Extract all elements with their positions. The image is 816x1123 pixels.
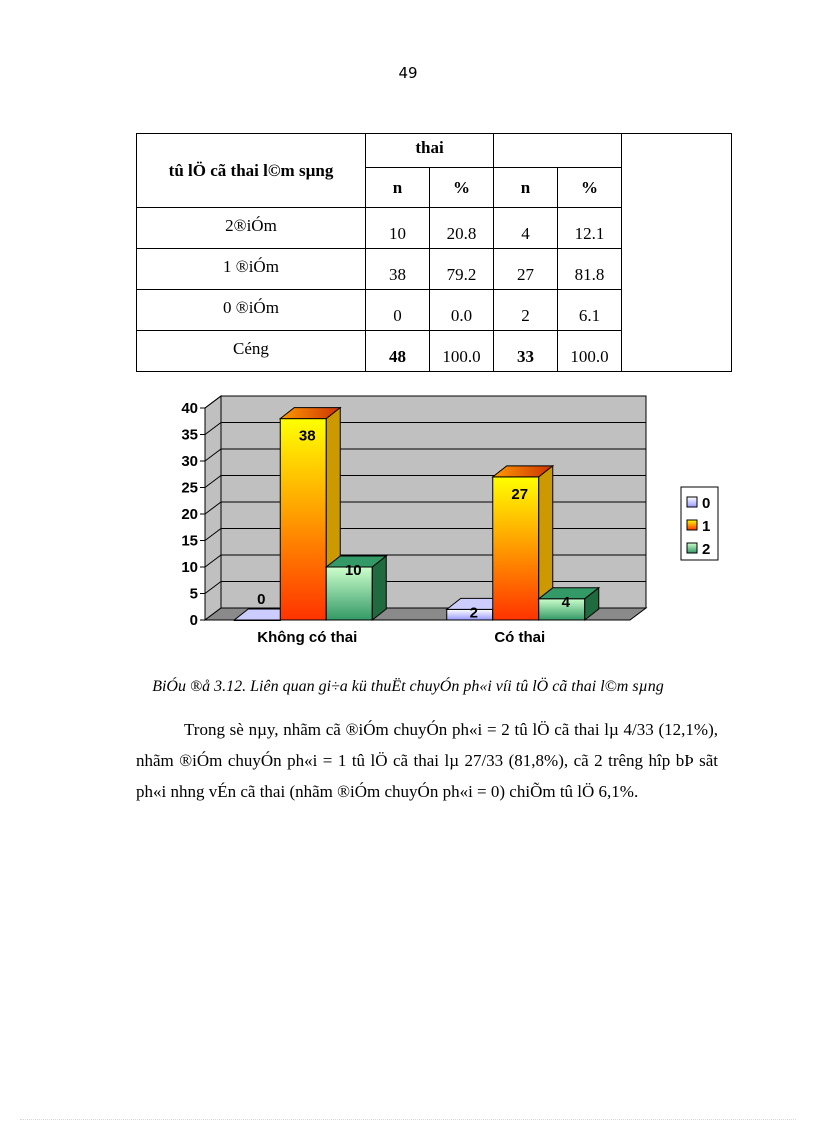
bar-front: [280, 419, 326, 620]
x-tick-label: Có thai: [494, 629, 546, 646]
y-tick-label: 10: [181, 559, 198, 576]
footer-rule: [20, 1119, 796, 1120]
sub-header-pct-1: %: [430, 168, 494, 208]
legend-label: 0: [702, 495, 711, 512]
table-cell: 12.1: [558, 208, 622, 249]
table-cell: 48: [366, 331, 430, 372]
y-tick-label: 30: [181, 453, 198, 470]
table-cell: 100.0: [430, 331, 494, 372]
table-cell: 0: [366, 290, 430, 331]
table-cell: 20.8: [430, 208, 494, 249]
sub-header-n-2: n: [494, 168, 558, 208]
table-cell: 38: [366, 249, 430, 290]
y-tick-label: 15: [181, 532, 198, 550]
x-tick-label: Không có thai: [257, 629, 358, 646]
y-tick-label: 5: [189, 585, 198, 603]
data-label: 38: [298, 427, 316, 445]
data-label: 10: [344, 562, 362, 579]
table-cell: 27: [494, 249, 558, 290]
data-label: 2: [469, 604, 478, 622]
y-tick-label: 40: [181, 400, 198, 417]
body-paragraph: Trong sè nµy, nhãm cã ®iÓm chuyÓn ph«i = 2 tû lÖ cã thai lµ 4/33 (12,1%), nhãm ®iÓm chuyÓn ph«i = 1 tû lÖ cã thai lµ 27/33 (81,8%), cã 2 trêng hîp bÞ sãt ph«i nhng vÉn cã thai (nhãm ®iÓm chuyÓn ph«i = 0) chiÕm tû lÖ 6,1%.: [136, 720, 718, 801]
legend-swatch: [687, 543, 697, 553]
table-cell: 0.0: [430, 290, 494, 331]
group-header-0: thai: [366, 134, 494, 168]
table-cell: 4: [494, 208, 558, 249]
row-label: 1 ®iÓm: [137, 249, 366, 290]
y-tick-label: 20: [181, 506, 198, 523]
y-tick-label: 25: [181, 479, 198, 497]
y-tick-label: 0: [189, 612, 198, 629]
row-label: 2®iÓm: [137, 208, 366, 249]
legend-label: 2: [702, 541, 711, 558]
row-header-cell: tû lÖ cã thai l©m sµng: [137, 134, 366, 208]
table-cell: 2: [494, 290, 558, 331]
table-cell: 33: [494, 331, 558, 372]
legend-label: 1: [702, 518, 711, 535]
table-cell: 100.0: [558, 331, 622, 372]
legend-swatch: [687, 497, 697, 507]
legend-swatch: [687, 520, 697, 530]
blank-column: [622, 134, 732, 372]
table-cell: 81.8: [558, 249, 622, 290]
chart-plot: [181, 396, 718, 646]
table-cell: 6.1: [558, 290, 622, 331]
table-cell: 79.2: [430, 249, 494, 290]
table-cell: 10: [366, 208, 430, 249]
row-label: 0 ®iÓm: [137, 290, 366, 331]
figure-caption: BiÓu ®å 3.12. Liên quan gi÷a kü thuËt chuyÓn ph«i víi tû lÖ cã thai l©m sµng: [152, 678, 664, 695]
bar-chart: [0, 390, 816, 660]
sub-header-pct-2: %: [558, 168, 622, 208]
page-number: 49: [398, 64, 418, 82]
sub-header-n-1: n: [366, 168, 430, 208]
y-tick-label: 35: [181, 426, 198, 444]
bar-side: [372, 556, 386, 620]
group-header-1: [494, 134, 622, 168]
data-label: 27: [511, 485, 529, 503]
row-label: Céng: [137, 331, 366, 372]
data-label: 4: [561, 593, 570, 611]
results-table: [136, 133, 732, 372]
data-label: 0: [257, 591, 266, 608]
